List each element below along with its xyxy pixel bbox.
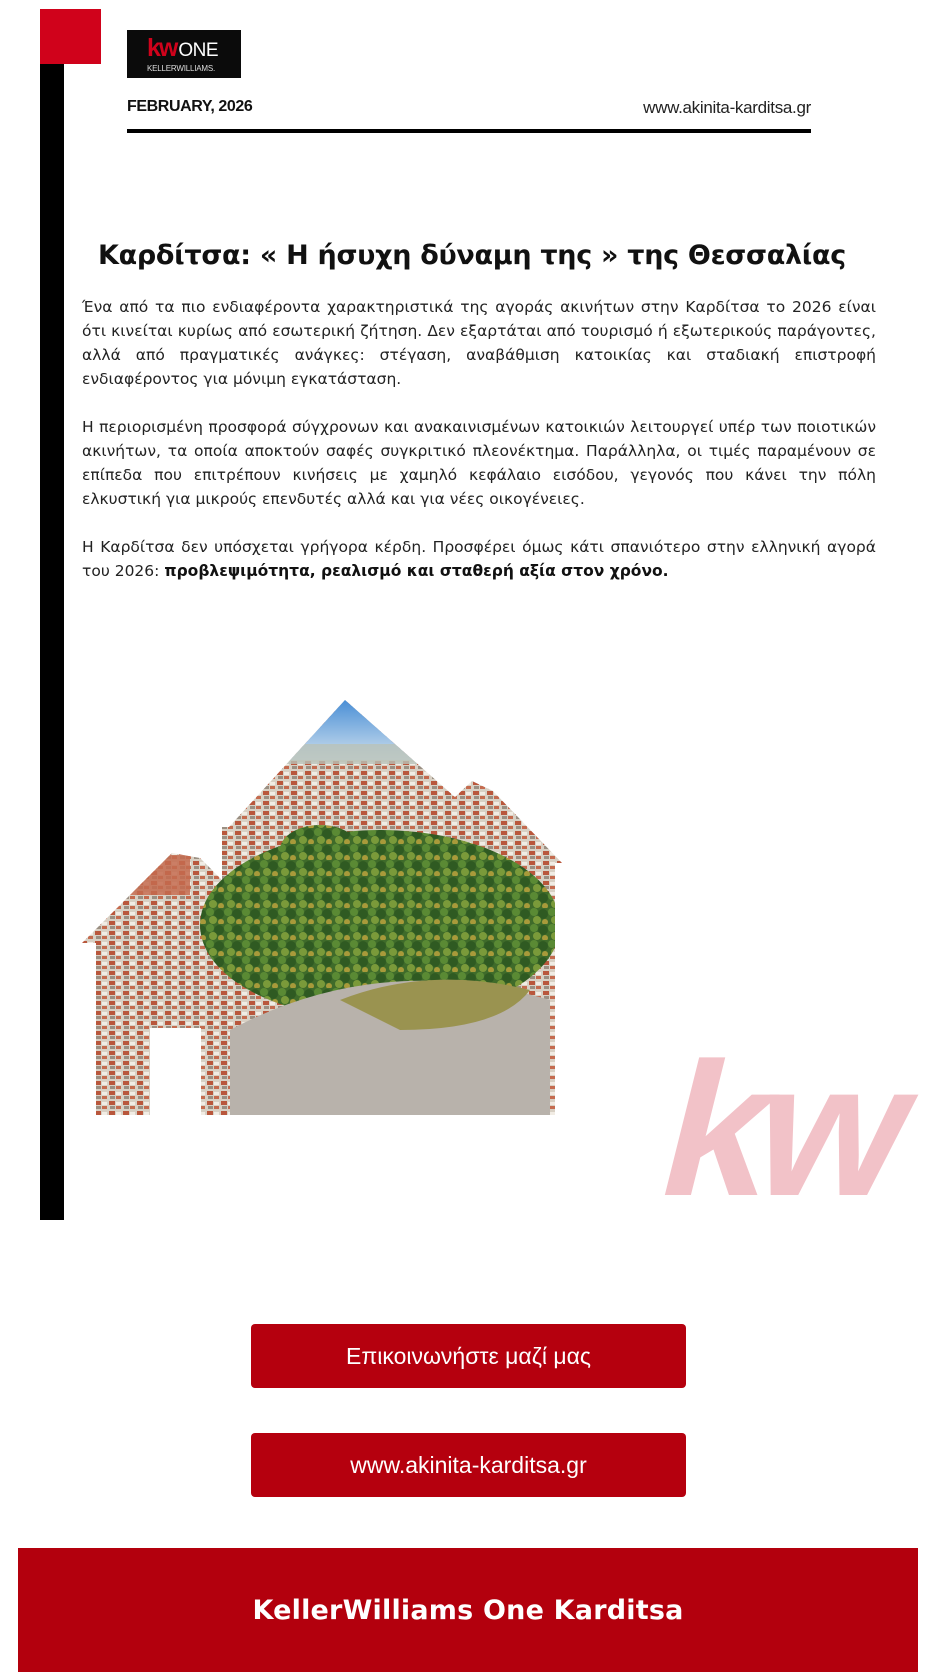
website-button[interactable]: www.akinita-karditsa.gr	[251, 1433, 686, 1497]
contact-us-button[interactable]: Επικοινωνήστε μαζί μας	[251, 1324, 686, 1388]
svg-text:kw: kw	[641, 1022, 925, 1236]
header-divider	[127, 129, 811, 133]
kw-watermark	[641, 1022, 925, 1236]
footer-brand-text: KellerWilliams One Karditsa	[252, 1594, 684, 1626]
left-vertical-bar	[40, 64, 64, 1220]
kw-one-logo	[127, 30, 241, 78]
logo-one-text: ONE	[178, 40, 219, 61]
logo-kw-mark: kw	[147, 34, 177, 62]
newsletter-date: FEBRUARY, 2026	[127, 98, 253, 115]
article-body	[82, 295, 876, 607]
article-title: Καρδίτσα: « Η ήσυχη δύναμη της » της Θεσσαλίας	[98, 240, 846, 271]
city-aerial-house-image	[80, 700, 605, 1115]
article-paragraph-3	[82, 535, 876, 583]
article-paragraph-1: Ένα από τα πιο ενδιαφέροντα χαρακτηριστικά της αγοράς ακινήτων στην Καρδίτσα το 2026 είναι ότι κινείται κυρίως από εσωτερική ζήτηση. Δεν εξαρτάται από τουρισμό ή εξωτερικούς παράγοντες, αλλά από πραγματικές ανάγκες: στέγαση, αναβάθμιση κατοικίας και σταδιακή επιστροφή ενδιαφέροντος για μόνιμη εγκατάσταση.	[82, 298, 876, 388]
article-paragraph-3-text: Η Καρδίτσα δεν υπόσχεται γρήγορα κέρδη. Προσφέρει όμως κάτι σπανιότερο στην ελληνική αγορά του 2026:	[82, 538, 876, 580]
article-paragraph-3-highlight: προβλεψιμότητα, ρεαλισμό και σταθερή αξία στον χρόνο.	[164, 562, 669, 580]
corner-red-square	[40, 9, 101, 64]
article-paragraph-2: Η περιορισμένη προσφορά σύγχρονων και ανακαινισμένων κατοικιών λειτουργεί υπέρ των ποιοτικών ακινήτων, τα οποία αποκτούν σαφές συγκριτικό πλεονέκτημα. Παράλληλα, οι τιμές παραμένουν σε επίπεδα που επιτρέπουν κινήσεις με χαμηλό κεφάλαιο εισόδου, γεγονός που κάνει την πόλη ελκυστική για μικρούς επενδυτές αλλά και για νέες οικογένειες.	[82, 418, 876, 508]
logo-subtitle: KELLERWILLIAMS.	[147, 64, 215, 73]
footer-banner	[18, 1548, 918, 1672]
header-website[interactable]: www.akinita-karditsa.gr	[643, 98, 811, 117]
